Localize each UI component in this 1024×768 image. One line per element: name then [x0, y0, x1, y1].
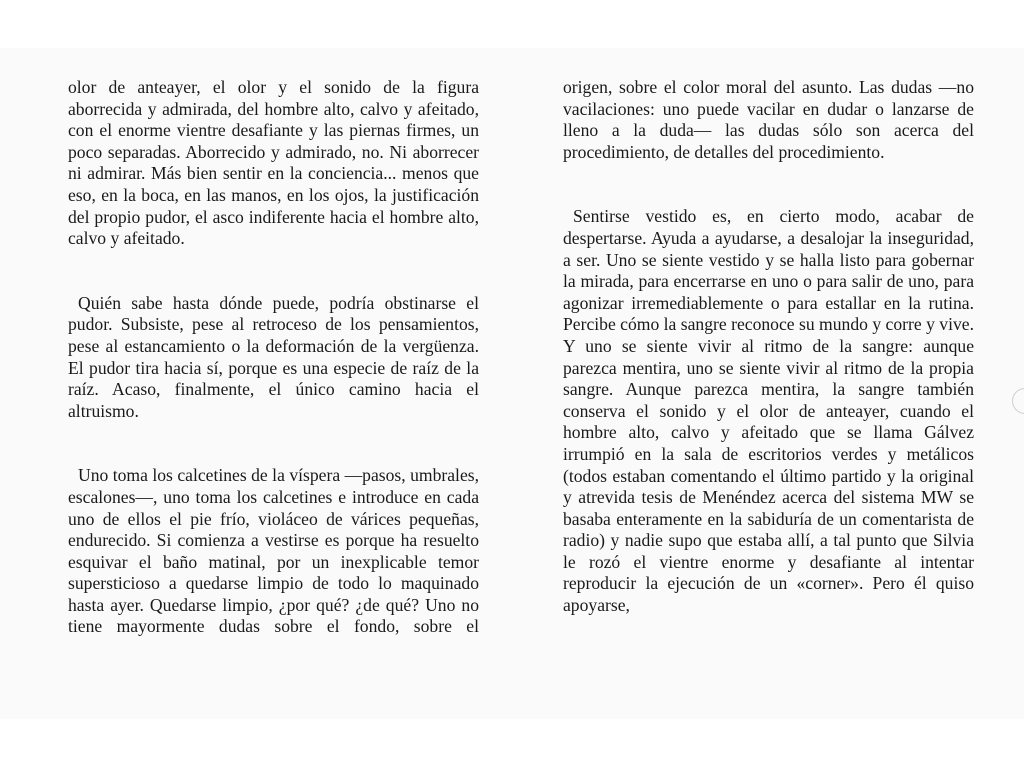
left-page: [68, 77, 479, 638]
left-paragraph-3: Uno toma los calcetines de la víspera —pasos, umbrales, escalones—, uno toma los calcetines e introduce en cada uno de ellos el pie frío, violáceo de várices pequeñas, endurecido. Si comienza a vestirse es porque ha resuelto esquivar el baño matinal, por un inexplicable temor supersticioso a quedarse limpio de todo lo maquinado hasta ayer. Quedarse limpio, ¿por qué? ¿de qué? Uno no tiene mayormente dudas sobre el fondo, sobre el: [68, 465, 479, 637]
ebook-reader: [0, 48, 1024, 719]
right-paragraph-2: Sentirse vestido es, en cierto modo, acabar de despertarse. Ayuda a ayudarse, a desalojar la inseguridad, a ser. Uno se siente vestido y se halla listo para gobernar la mirada, para encerrarse en uno o para salir de uno, para agonizar irremediablemente o para estallar en la rutina. Percibe cómo la sangre reconoce su mundo y corre y vive. Y uno se siente vivir al ritmo de la sangre: aunque parezca mentira, uno se siente vivir al ritmo de la propia sangre. Aunque parezca mentira, la sangre también conserva el sonido y el olor de anteayer, cuando el hombre alto, calvo y afeitado que se llama Gálvez irrumpió en la sala de escritorios verdes y metálicos (todos estaban comentando el último partido y la original y atrevida tesis de Menéndez acerca del sistema MW se basaba enteramente en la sabiduría de un comentarista de radio) y nadie supo que estaba allí, a tal punto que Silvia le rozó el vientre enorme y desafiante al intentar reproducir la ejecución de un «corner». Pero él quiso apoyarse,: [563, 206, 974, 616]
circle-handle-icon[interactable]: [1012, 388, 1024, 414]
left-paragraph-2: Quién sabe hasta dónde puede, podría obstinarse el pudor. Subsiste, pese al retroceso de los pensamientos, pese al estancamiento o la deformación de la vergüenza. El pudor tira hacia sí, porque es una especie de raíz de la raíz. Acaso, finalmente, el único camino hacia el altruismo.: [68, 292, 479, 421]
right-page: [563, 77, 974, 617]
right-paragraph-1: origen, sobre el color moral del asunto. Las dudas —no vacilaciones: uno puede vacilar en dudar o lanzarse de lleno a la duda— las dudas sólo son acerca del procedimiento, de detalles del procedimiento.: [563, 77, 974, 162]
left-paragraph-1: olor de anteayer, el olor y el sonido de la figura aborrecida y admirada, del hombre alto, calvo y afeitado, con el enorme vientre desafiante y las piernas firmes, un poco separadas. Aborrecido y admirado, no. Ni aborrecer ni admirar. Más bien sentir en la conciencia... menos que eso, en la boca, en las manos, en los ojos, la justificación del propio pudor, el asco indiferente hacia el hombre alto, calvo y afeitado.: [68, 77, 479, 249]
